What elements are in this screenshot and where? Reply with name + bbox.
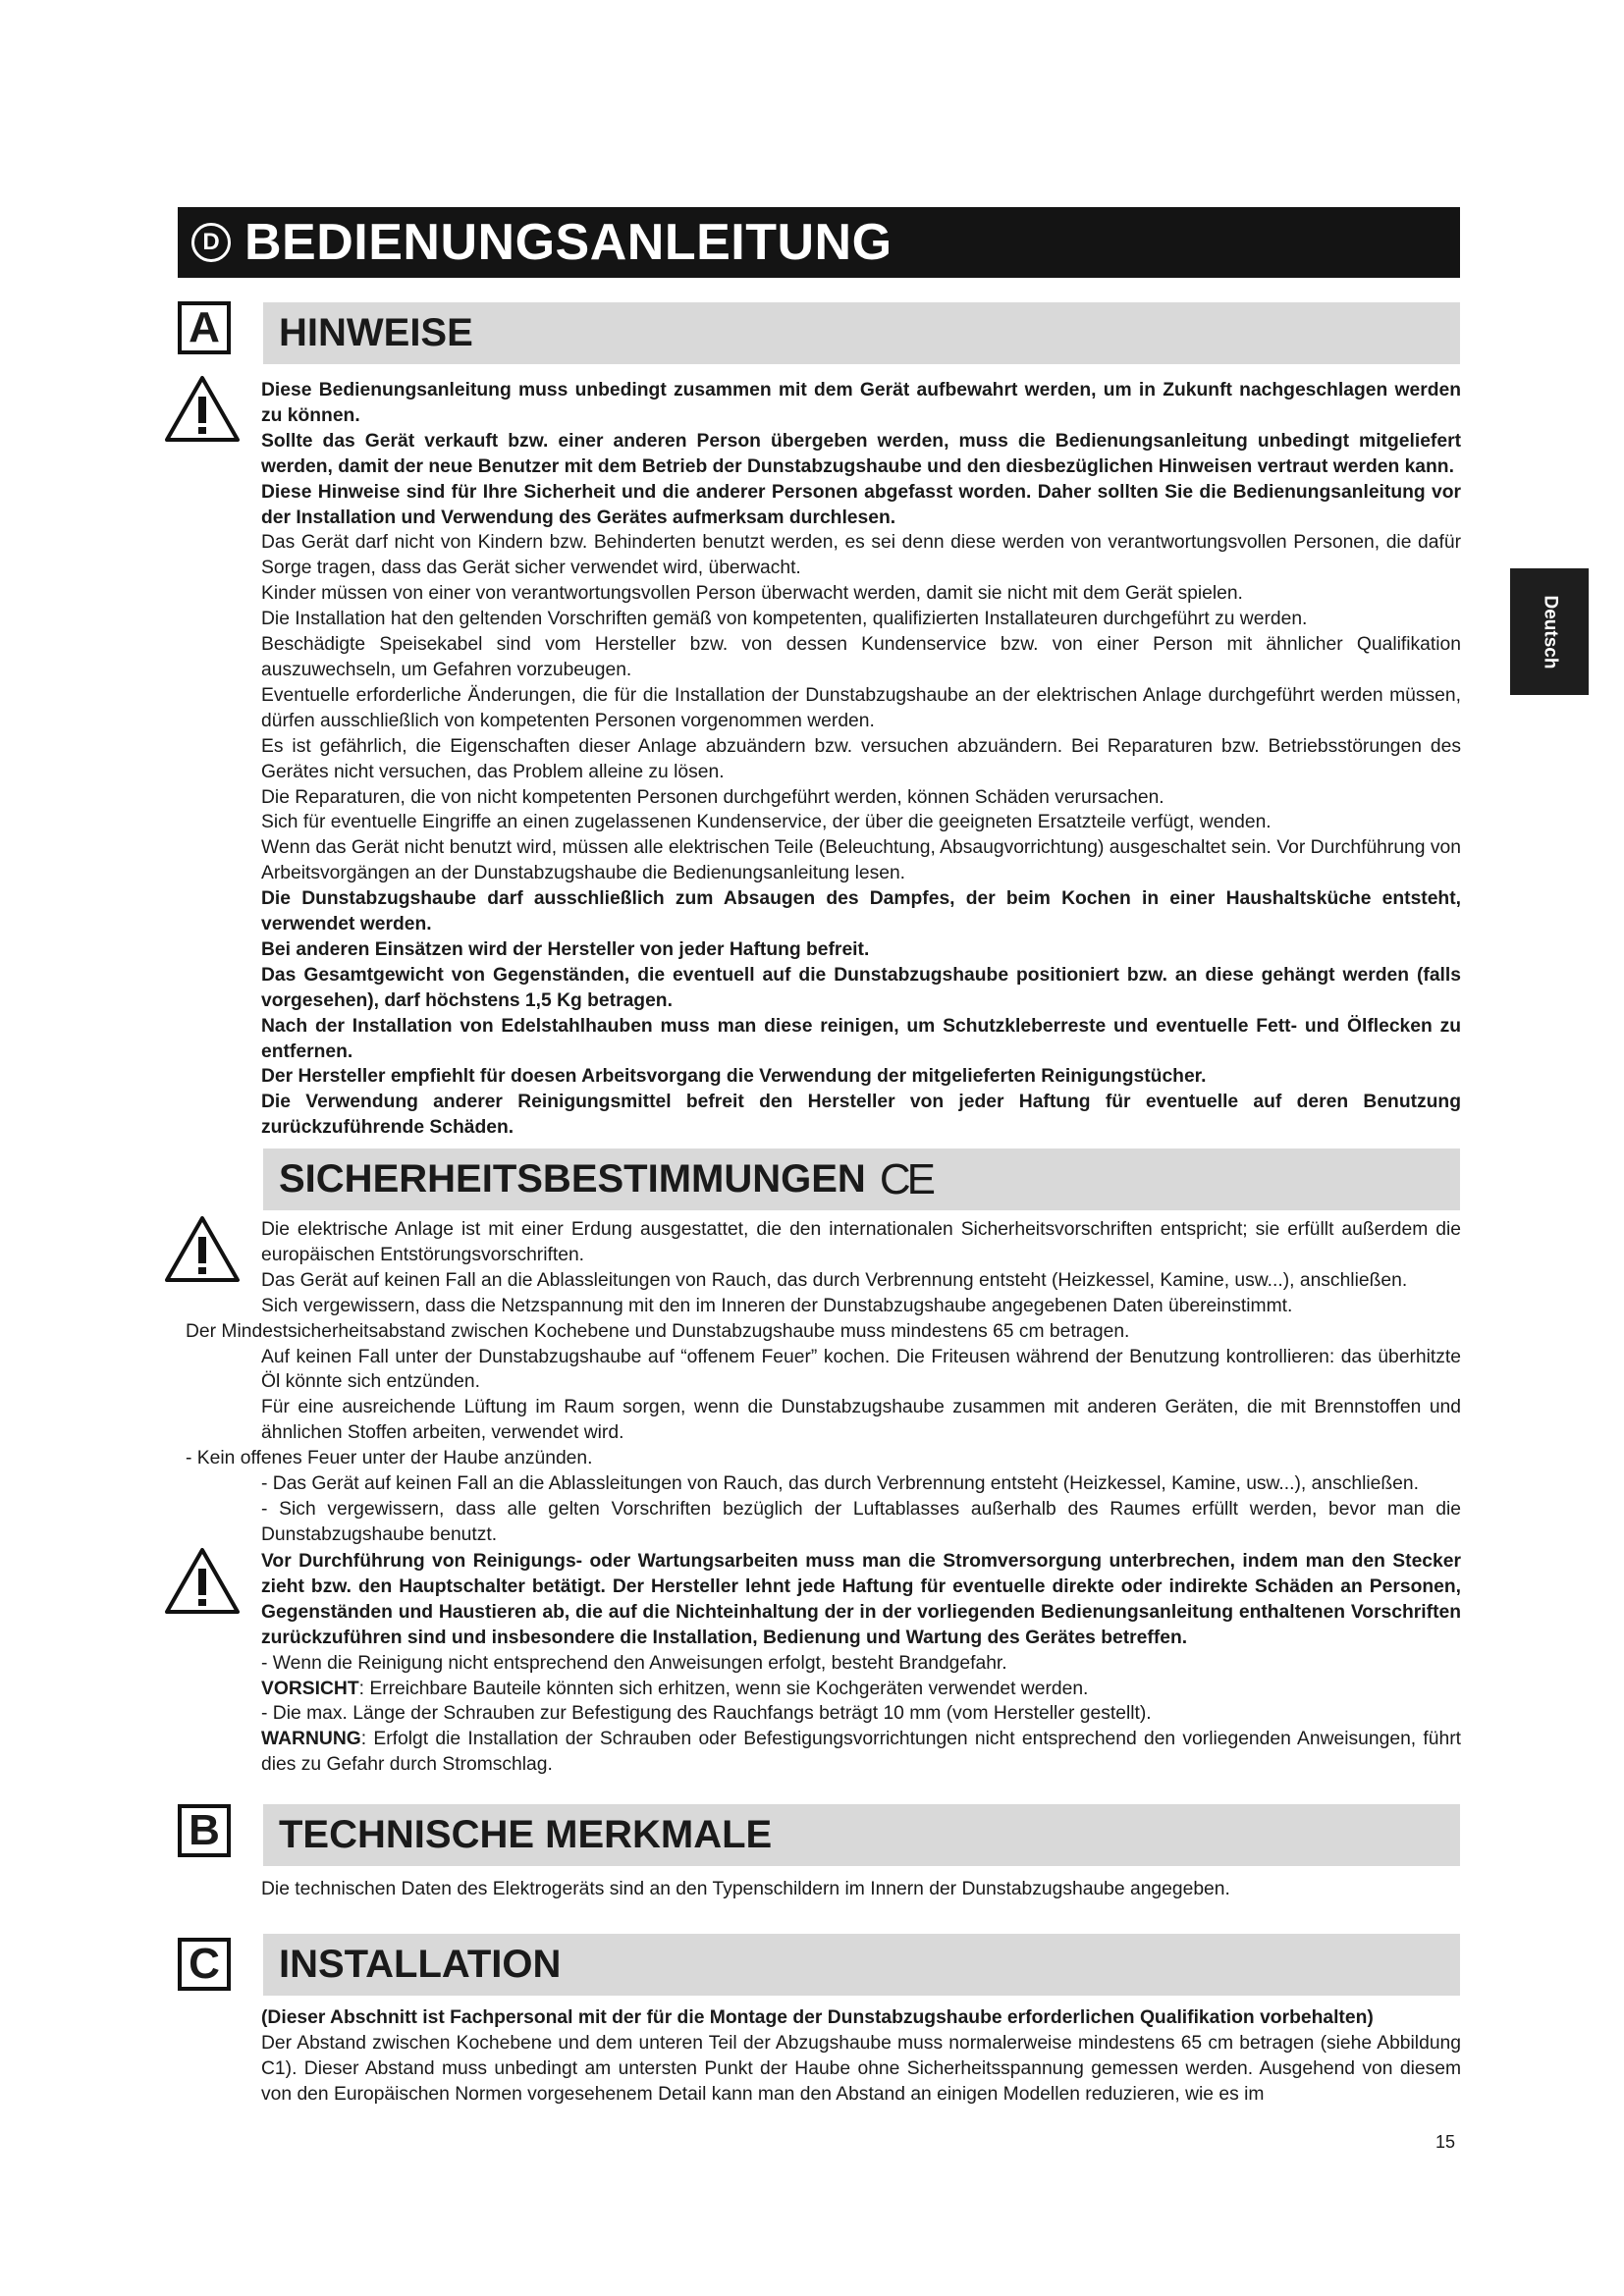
paragraph: Das Gesamtgewicht von Gegenständen, die eventuell auf die Dunstabzugshaube positioniert bzw. an diese gehängt werden (falls vorgesehen), darf höchstens 1,5 Kg betragen. [261,964,1461,1011]
paragraph: - Sich vergewissern, dass alle gelten Vorschriften bezüglich der Luftablasses außerhalb des Raumes erfüllt werden, bevor man die Dunstabzugshaube benutzt. [261,1498,1461,1545]
section-heading-sicherheit-label: SICHERHEITSBESTIMMUNGEN [279,1157,866,1201]
paragraph: Diese Bedienungsanleitung muss unbedingt zusammen mit dem Gerät aufbewahrt werden, um in Zukunft nachgeschlagen werden zu können. [261,380,1461,426]
paragraph: Die technischen Daten des Elektrogeräts sind an den Typenschildern im Innern der Dunstabzugshaube angegeben. [261,1879,1230,1899]
section-heading-hinweise: HINWEISE [263,302,1460,364]
language-side-tab-label: Deutsch [1540,595,1560,668]
warning-label: WARNUNG [261,1729,361,1750]
paragraph: Die Dunstabzugshaube darf ausschließlich zum Absaugen des Dampfes, der beim Kochen in einer Haushaltsküche entsteht, verwendet werden. [261,888,1461,935]
section-letter-a: A [178,301,231,354]
caution-label: VORSICHT [261,1678,359,1699]
paragraph: Nach der Installation von Edelstahlhauben muss man diese reinigen, um Schutzkleberreste und eventuelle Fett- und Ölflecken zu entfernen. [261,1015,1461,1062]
paragraph: Sich vergewissern, dass die Netzspannung mit den im Inneren der Dunstabzugshaube angegebenen Daten übereinstimmt. [261,1295,1293,1316]
safety-text [186,1217,1461,1548]
paragraph: Die Reparaturen, die von nicht kompetenten Personen durchgeführt werden, können Schäden verursachen. [261,786,1164,808]
paragraph: - Das Gerät auf keinen Fall an die Ablassleitungen von Rauch, das durch Verbrennung entsteht (Heizkessel, Kamine, usw...), anschließen. [261,1473,1419,1495]
paragraph: Der Hersteller empfiehlt für doesen Arbeitsvorgang die Verwendung der mitgelieferten Reinigungstücher. [261,1066,1207,1088]
warning-text: : Erfolgt die Installation der Schrauben oder Befestigungsvorrichtungen nicht entsprechend den vorliegenden Anweisungen, führt dies zu Gefahr durch Stromschlag. [261,1729,1461,1776]
paragraph: - Wenn die Reinigung nicht entsprechend den Anweisungen erfolgt, besteht Brandgefahr. [261,1652,1007,1674]
paragraph: - Die max. Länge der Schrauben zur Befestigung des Rauchfangs beträgt 10 mm (vom Hersteller gestellt). [261,1703,1152,1725]
paragraph: Wenn das Gerät nicht benutzt wird, müssen alle elektrischen Teile (Beleuchtung, Absaugvorrichtung) ausgeschaltet sein. Vor Durchführung von Arbeitsvorgängen an der Dunstabzugshaube die Bedienungsanleitung lesen. [261,837,1461,884]
section-heading-technische-merkmale: TECHNISCHE MERKMALE [263,1804,1460,1866]
paragraph: Sich für eventuelle Eingriffe an einen zugelassenen Kundenservice, der über die geeigneten Ersatzteile verfügt, wenden. [261,812,1272,833]
paragraph: Kinder müssen von einer von verantwortungsvollen Person überwacht werden, damit sie nicht mit dem Gerät spielen. [261,583,1243,605]
section-heading-sicherheit [263,1148,1460,1210]
paragraph: Für eine ausreichende Lüftung im Raum sorgen, wenn die Dunstabzugshaube zusammen mit anderen Geräten, die mit Brennstoffen und ähnlichen Stoffen arbeiten, verwendet wird. [261,1397,1461,1444]
paragraph: Sollte das Gerät verkauft bzw. einer anderen Person übergeben werden, muss die Bedienungsanleitung unbedingt mitgeliefert werden, damit der neue Benutzer mit dem Betrieb der Dunstabzugshaube und den diesbezüglichen Hinweisen vertraut werden kann. [261,430,1461,477]
paragraph: Auf keinen Fall unter der Dunstabzugshaube auf “offenem Feuer” kochen. Die Friteusen während der Benutzung kontrollieren: das überhitzte Öl könnte sich entzünden. [261,1346,1461,1393]
paragraph [261,1727,1461,1778]
technical-text [261,1877,1461,1902]
warning-triangle-icon [163,1213,242,1284]
language-badge: D [191,223,231,262]
paragraph: Der Abstand zwischen Kochebene und dem unteren Teil der Abzugshaube muss normalerweise mindestens 65 cm betragen (siehe Abbildung C1). Dieser Abstand muss unbedingt am untersten Punkt der Haube ohne Sicherheitsspannung gemessen werden. Ausgehend von diesem von den Europäischen Normen vorgesehenem Detail kann man den Abstand an einigen Modellen reduzieren, wie es im [261,2032,1461,2105]
paragraph: - Kein offenes Feuer unter der Haube anzünden. [186,1448,593,1469]
warning-triangle-icon [163,1545,242,1616]
paragraph: Der Mindestsicherheitsabstand zwischen Kochebene und Dunstabzugshaube muss mindestens 65 cm betragen. [186,1320,1130,1342]
paragraph: Eventuelle erforderliche Änderungen, die für die Installation der Dunstabzugshaube an der elektrischen Anlage durchgeführt werden müssen, dürfen ausschließlich von kompetenten Personen vorgenommen werden. [261,684,1461,731]
page-number: 15 [1435,2132,1456,2152]
paragraph: Die Verwendung anderer Reinigungsmittel befreit den Hersteller von jeder Haftung für eventuelle auf deren Benutzung zurückzuführende Schäden. [261,1092,1461,1139]
paragraph: Das Gerät auf keinen Fall an die Ablassleitungen von Rauch, das durch Verbrennung entsteht (Heizkessel, Kamine, usw...), anschließen. [261,1269,1408,1291]
section-letter-b: B [178,1804,231,1857]
paragraph [261,1677,1461,1702]
language-side-tab [1510,568,1589,695]
paragraph: (Dieser Abschnitt ist Fachpersonal mit der für die Montage der Dunstabzugshaube erforderlichen Qualifikation vorbehalten) [261,2007,1374,2028]
caution-text: : Erreichbare Bauteile könnten sich erhitzen, wenn sie Kochgeräten verwendet werden. [358,1678,1089,1699]
hinweise-text [261,378,1461,1141]
paragraph: Vor Durchführung von Reinigungs- oder Wartungsarbeiten muss man die Stromversorgung unterbrechen, indem man den Stecker zieht bzw. den Hauptschalter betätigt. Der Hersteller lehnt jede Haftung für eventuelle direkte oder indirekte Schäden an Personen, Gegenständen und Haustieren ab, die auf die Nichteinhaltung der in der vorliegenden Bedienungsanleitung enthaltenen Vorschriften zurückzuführen sind und insbesondere die Installation, Bedienung und Wartung des Gerätes betreffen. [261,1551,1461,1648]
maintenance-warning-text [261,1549,1461,1778]
title-banner [178,207,1460,278]
paragraph: Die elektrische Anlage ist mit einer Erdung ausgestattet, die den internationalen Sicherheitsvorschriften entspricht; sie erfüllt außerdem die europäischen Entstörungsvorschriften. [261,1219,1461,1265]
installation-text [261,2005,1461,2108]
paragraph: Diese Hinweise sind für Ihre Sicherheit und die anderer Personen abgefasst worden. Daher sollten Sie die Bedienungsanleitung vor der Installation und Verwendung des Gerätes aufmerksam durchlesen. [261,481,1461,528]
warning-triangle-icon [163,373,242,444]
paragraph: Es ist gefährlich, die Eigenschaften dieser Anlage abzuändern bzw. versuchen abzuändern. Bei Reparaturen bzw. Betriebsstörungen des Gerätes nicht versuchen, das Problem alleine zu lösen. [261,735,1461,782]
paragraph: Beschädigte Speisekabel sind vom Hersteller bzw. von dessen Kundenservice bzw. von einer Person mit ähnlicher Qualifikation auszuwechseln, um Gefahren vorzubeugen. [261,634,1461,680]
section-heading-installation: INSTALLATION [263,1934,1460,1996]
paragraph: Das Gerät darf nicht von Kindern bzw. Behinderten benutzt werden, es sei denn diese werden von verantwortungsvollen Personen, die dafür Sorge tragen, dass das Gerät sicher verwendet wird, überwacht. [261,532,1461,579]
paragraph: Die Installation hat den geltenden Vorschriften gemäß von kompetenten, qualifizierten Installateuren durchgeführt zu werden. [261,609,1308,630]
page-title: BEDIENUNGSANLEITUNG [244,214,893,271]
ce-mark-icon: CE [879,1154,932,1203]
section-letter-c: C [178,1938,231,1991]
paragraph: Bei anderen Einsätzen wird der Hersteller von jeder Haftung befreit. [261,938,870,960]
